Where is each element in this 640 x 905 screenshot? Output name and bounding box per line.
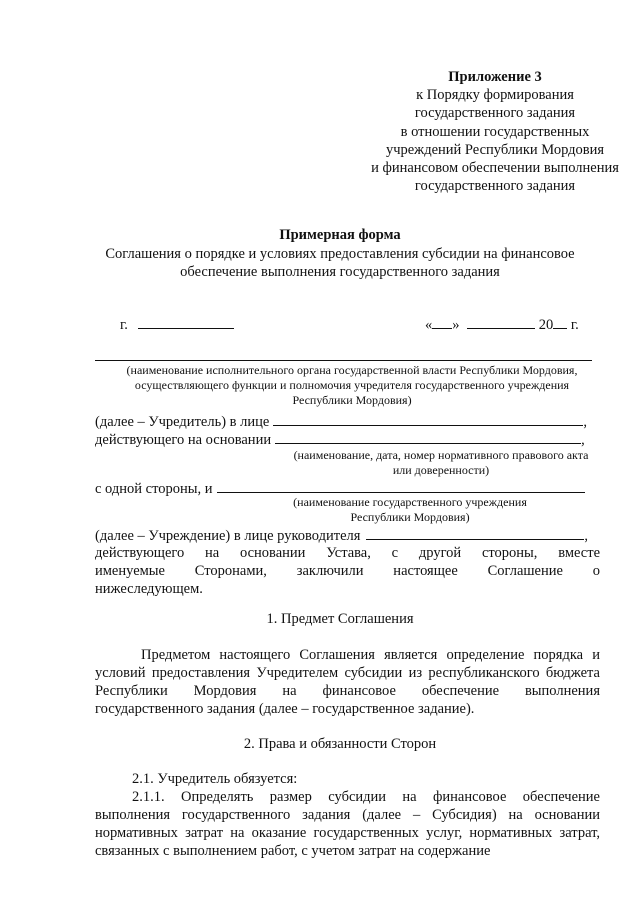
place-label: г. xyxy=(120,317,128,333)
section2-p1: 2.1. Учредитель обязуется: xyxy=(132,771,298,787)
founder-face-blank xyxy=(273,412,583,426)
comma: , xyxy=(581,432,585,448)
year-blank xyxy=(553,315,567,329)
acting-basis-row xyxy=(95,430,600,449)
founder-face-label: (далее – Учредитель) в лице xyxy=(95,414,270,430)
comma: , xyxy=(583,414,587,430)
doc-caption: (наименование, дата, номер нормативного правового акта или доверенности) xyxy=(293,448,589,477)
appendix-line: государственного задания xyxy=(414,178,576,195)
appendix-block xyxy=(330,68,640,195)
acting-basis-label: действующего на основании xyxy=(95,432,272,448)
section1-text: Предметом настоящего Соглашения является определение порядка и условий предоставления Учредителем субсидии из республиканского бюджета Республики Мордовия на финансовое обеспечение выполнения государственного задания (далее – государственное задание). xyxy=(95,647,600,717)
year-suffix: г. xyxy=(570,317,579,333)
appendix-line: учреждений Республики Мордовия xyxy=(385,141,605,158)
parties-line-1: действующего на основании Устава, с другой стороны, вместе xyxy=(95,545,600,561)
year-prefix: 20 xyxy=(538,317,554,333)
appendix-line: государственного задания xyxy=(414,105,576,122)
acting-basis-blank xyxy=(275,430,581,444)
day-blank xyxy=(432,315,452,329)
institution-head-label: (далее – Учреждение) в лице руководителя xyxy=(95,528,361,544)
section1-heading: 1. Предмет Соглашения xyxy=(266,611,414,627)
place-blank xyxy=(138,315,234,329)
institution-caption: (наименование государственного учреждения Республики Мордовия) xyxy=(293,495,527,524)
appendix-line: к Порядку формирования xyxy=(416,87,574,104)
parties-line-3: нижеследующем. xyxy=(95,581,203,597)
date-field xyxy=(425,315,579,334)
organ-line xyxy=(95,360,592,361)
appendix-line: в отношении государственных xyxy=(400,123,590,140)
quote-open: « xyxy=(425,317,433,333)
one-side-label: с одной стороны, и xyxy=(95,481,213,497)
founder-face-row xyxy=(95,412,600,431)
section2-p2: 2.1.1. Определять размер субсидии на финансовое обеспечение выполнения государственного задания (далее – Субсидия) на основании нормативных затрат на оказание государственных услуг, нормативных затрат, связанных с выполнением работ, с учетом затрат на содержание xyxy=(95,789,600,859)
quote-close: » xyxy=(452,317,460,333)
place-field xyxy=(120,315,234,334)
comma: , xyxy=(584,528,589,544)
institution-head-blank xyxy=(366,526,584,540)
form-title: Примерная форма xyxy=(279,227,401,243)
institution-head-row xyxy=(95,526,600,545)
appendix-line: и финансовом обеспечении выполнения xyxy=(371,160,619,177)
form-subtitle: Соглашения о порядке и условиях предоставления субсидии на финансовое обеспечение выполнения государственного задания xyxy=(105,246,575,280)
organ-caption: (наименование исполнительного органа государственной власти Республики Мордовия, осуществляющего функции и полномочия учредителя государственного учреждения Республики Мордовия) xyxy=(126,363,578,407)
appendix-title: Приложение 3 xyxy=(448,69,542,85)
month-blank xyxy=(467,315,535,329)
section2-heading: 2. Права и обязанности Сторон xyxy=(243,736,437,752)
parties-line-2: именуемые Сторонами, заключили настоящее Соглашение о xyxy=(95,563,600,579)
one-side-blank xyxy=(217,479,585,493)
